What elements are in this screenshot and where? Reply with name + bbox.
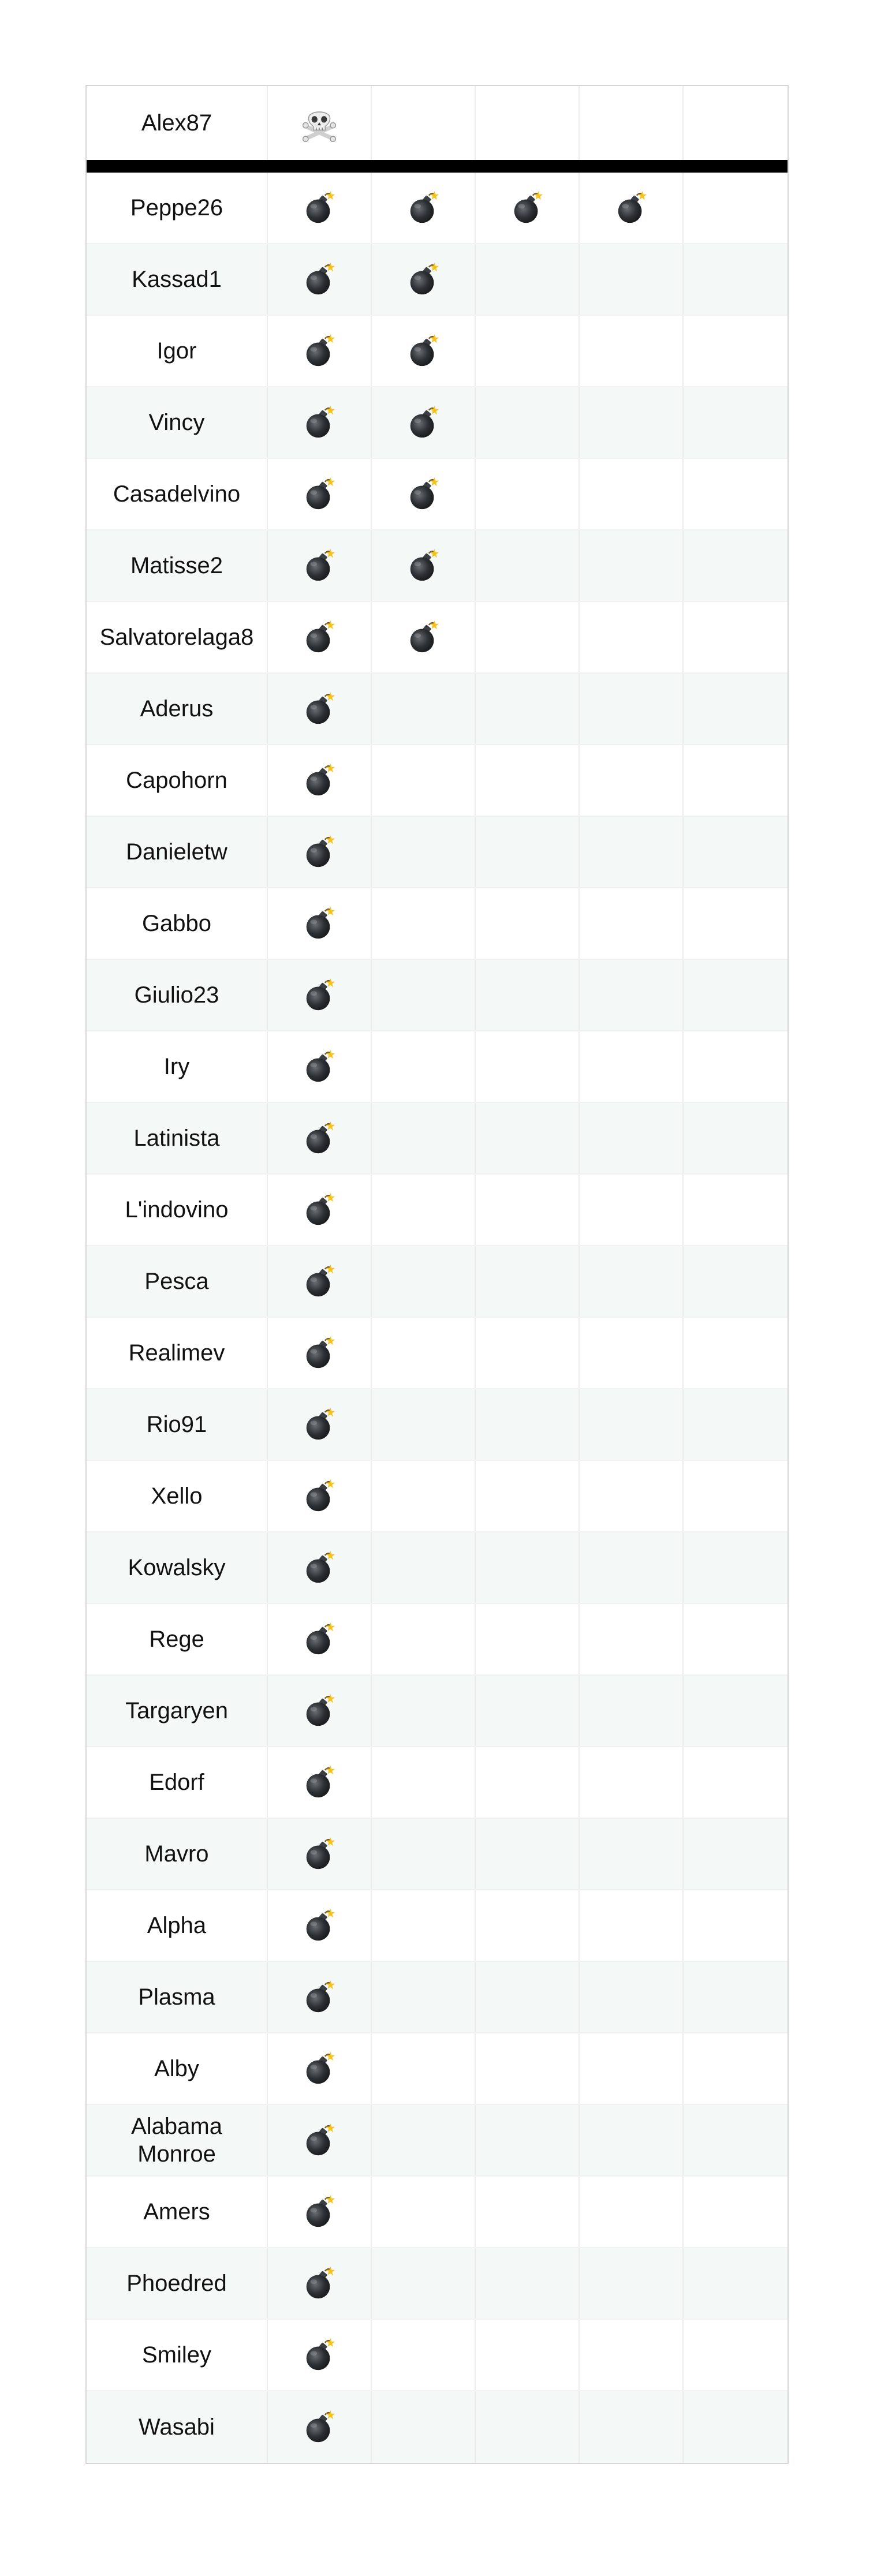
empty-cell bbox=[580, 1890, 684, 1961]
player-name: Alby bbox=[87, 2033, 268, 2104]
empty-cell bbox=[372, 1031, 476, 1102]
player-row bbox=[87, 888, 788, 960]
empty-cell bbox=[476, 1676, 580, 1746]
empty-cell bbox=[580, 602, 684, 672]
bomb-icon bbox=[301, 2194, 337, 2230]
empty-cell bbox=[684, 1604, 788, 1674]
bomb-icon bbox=[405, 405, 441, 440]
empty-cell bbox=[580, 459, 684, 529]
player-row bbox=[87, 1389, 788, 1461]
empty-cell bbox=[684, 960, 788, 1030]
bomb-icon bbox=[301, 1478, 337, 1514]
empty-cell bbox=[476, 2320, 580, 2390]
empty-cell bbox=[580, 1604, 684, 1674]
empty-cell bbox=[476, 2177, 580, 2247]
empty-cell bbox=[684, 1747, 788, 1818]
bomb-icon bbox=[301, 2337, 337, 2373]
player-name: Gabbo bbox=[87, 888, 268, 959]
player-name: Realimev bbox=[87, 1318, 268, 1388]
player-row bbox=[87, 1532, 788, 1604]
bomb-cell bbox=[268, 602, 372, 672]
bomb-icon bbox=[405, 619, 441, 655]
player-row bbox=[87, 2320, 788, 2391]
bomb-cell bbox=[268, 1747, 372, 1818]
bomb-cell bbox=[268, 387, 372, 458]
empty-cell bbox=[476, 1604, 580, 1674]
bomb-icon bbox=[301, 190, 337, 226]
empty-cell bbox=[476, 888, 580, 959]
empty-cell bbox=[476, 1890, 580, 1961]
empty-cell bbox=[684, 1389, 788, 1460]
empty-cell bbox=[684, 316, 788, 386]
player-name: Vincy bbox=[87, 387, 268, 458]
empty-cell bbox=[684, 2248, 788, 2319]
empty-cell bbox=[684, 2177, 788, 2247]
empty-cell bbox=[580, 1103, 684, 1173]
player-name: Rio91 bbox=[87, 1389, 268, 1460]
player-row bbox=[87, 745, 788, 817]
bomb-icon bbox=[405, 333, 441, 369]
empty-cell bbox=[684, 1246, 788, 1317]
bomb-cell bbox=[268, 244, 372, 315]
empty-cell bbox=[684, 1031, 788, 1102]
player-name: Salvatorelaga8 bbox=[87, 602, 268, 672]
empty-cell bbox=[372, 1890, 476, 1961]
bomb-cell bbox=[268, 2248, 372, 2319]
empty-cell bbox=[580, 960, 684, 1030]
empty-cell bbox=[580, 2320, 684, 2390]
player-name: Casadelvino bbox=[87, 459, 268, 529]
player-name: Amers bbox=[87, 2177, 268, 2247]
bomb-icon bbox=[301, 906, 337, 941]
empty-cell bbox=[372, 888, 476, 959]
empty-cell bbox=[580, 2105, 684, 2175]
empty-cell bbox=[580, 888, 684, 959]
player-row bbox=[87, 1890, 788, 1962]
bomb-icon bbox=[301, 1836, 337, 1872]
player-name: Latinista bbox=[87, 1103, 268, 1173]
empty-cell bbox=[476, 674, 580, 744]
player-row bbox=[87, 1962, 788, 2033]
bomb-icon bbox=[301, 1693, 337, 1729]
bomb-icon bbox=[405, 476, 441, 512]
empty-cell bbox=[580, 1175, 684, 1245]
empty-cell bbox=[476, 459, 580, 529]
player-name: Igor bbox=[87, 316, 268, 386]
bomb-icon bbox=[405, 190, 441, 226]
bomb-icon bbox=[301, 548, 337, 584]
player-row bbox=[87, 1246, 788, 1318]
empty-cell bbox=[476, 960, 580, 1030]
empty-cell bbox=[476, 1103, 580, 1173]
bomb-icon bbox=[301, 1263, 337, 1299]
empty-cell bbox=[476, 1389, 580, 1460]
bomb-cell bbox=[268, 173, 372, 243]
empty-cell bbox=[580, 2033, 684, 2104]
bomb-cell bbox=[268, 1175, 372, 1245]
bomb-cell bbox=[268, 888, 372, 959]
player-row bbox=[87, 2033, 788, 2105]
player-name: Plasma bbox=[87, 1962, 268, 2032]
empty-cell bbox=[580, 1031, 684, 1102]
empty-cell bbox=[476, 1461, 580, 1531]
bomb-cell bbox=[268, 960, 372, 1030]
bomb-cell bbox=[268, 2033, 372, 2104]
bomb-cell bbox=[268, 2320, 372, 2390]
empty-cell bbox=[476, 1318, 580, 1388]
bomb-icon bbox=[613, 190, 649, 226]
header-divider bbox=[87, 160, 788, 173]
bomb-icon bbox=[301, 834, 337, 870]
header-mark-cell bbox=[268, 86, 372, 160]
empty-cell bbox=[684, 1890, 788, 1961]
player-rows bbox=[87, 173, 788, 2463]
empty-cell bbox=[372, 817, 476, 887]
empty-cell bbox=[684, 244, 788, 315]
bomb-cell bbox=[268, 2391, 372, 2463]
empty-cell bbox=[684, 817, 788, 887]
player-row bbox=[87, 1819, 788, 1890]
empty-cell bbox=[684, 745, 788, 816]
empty-cell bbox=[684, 1819, 788, 1889]
bomb-cell bbox=[268, 1389, 372, 1460]
player-name: Capohorn bbox=[87, 745, 268, 816]
player-row bbox=[87, 2248, 788, 2320]
empty-cell bbox=[372, 2177, 476, 2247]
empty-cell bbox=[684, 2033, 788, 2104]
empty-cell bbox=[476, 1532, 580, 1603]
player-name: Kassad1 bbox=[87, 244, 268, 315]
empty-cell bbox=[684, 602, 788, 672]
empty-cell bbox=[684, 1103, 788, 1173]
bomb-icon bbox=[301, 1979, 337, 2015]
bomb-cell bbox=[268, 1031, 372, 1102]
bomb-icon bbox=[301, 333, 337, 369]
empty-cell bbox=[372, 2320, 476, 2390]
skull-crossbones-icon bbox=[300, 104, 338, 142]
bomb-icon bbox=[301, 977, 337, 1013]
bomb-cell bbox=[268, 459, 372, 529]
empty-cell bbox=[580, 1676, 684, 1746]
player-row bbox=[87, 1676, 788, 1747]
header-empty-cell bbox=[684, 86, 788, 160]
player-row bbox=[87, 244, 788, 316]
empty-cell bbox=[476, 1747, 580, 1818]
player-row bbox=[87, 173, 788, 244]
bomb-cell bbox=[372, 459, 476, 529]
bomb-cell bbox=[268, 2105, 372, 2175]
empty-cell bbox=[580, 674, 684, 744]
empty-cell bbox=[476, 1962, 580, 2032]
empty-cell bbox=[372, 1175, 476, 1245]
empty-cell bbox=[372, 2248, 476, 2319]
empty-cell bbox=[580, 745, 684, 816]
header-empty-cell bbox=[476, 86, 580, 160]
player-row bbox=[87, 1031, 788, 1103]
bomb-icon bbox=[301, 691, 337, 727]
empty-cell bbox=[684, 173, 788, 243]
empty-cell bbox=[684, 1532, 788, 1603]
empty-cell bbox=[476, 1031, 580, 1102]
bomb-icon bbox=[301, 762, 337, 798]
player-name: Kowalsky bbox=[87, 1532, 268, 1603]
empty-cell bbox=[580, 1819, 684, 1889]
empty-cell bbox=[580, 1246, 684, 1317]
empty-cell bbox=[476, 602, 580, 672]
empty-cell bbox=[476, 745, 580, 816]
bomb-cell bbox=[372, 387, 476, 458]
empty-cell bbox=[372, 1318, 476, 1388]
bomb-icon bbox=[405, 548, 441, 584]
empty-cell bbox=[580, 2391, 684, 2463]
empty-cell bbox=[684, 674, 788, 744]
bomb-cell bbox=[268, 817, 372, 887]
bomb-cell bbox=[268, 1962, 372, 2032]
empty-cell bbox=[476, 2105, 580, 2175]
bomb-icon bbox=[301, 1550, 337, 1586]
bomb-icon bbox=[301, 619, 337, 655]
bomb-icon bbox=[301, 1407, 337, 1442]
player-row bbox=[87, 530, 788, 602]
empty-cell bbox=[372, 745, 476, 816]
bomb-cell bbox=[268, 674, 372, 744]
empty-cell bbox=[476, 817, 580, 887]
empty-cell bbox=[372, 1604, 476, 1674]
player-row bbox=[87, 1318, 788, 1389]
bomb-cell bbox=[268, 1246, 372, 1317]
empty-cell bbox=[476, 2033, 580, 2104]
scoreboard-table bbox=[85, 85, 789, 2464]
empty-cell bbox=[476, 1819, 580, 1889]
empty-cell bbox=[476, 387, 580, 458]
empty-cell bbox=[372, 960, 476, 1030]
empty-cell bbox=[580, 1532, 684, 1603]
bomb-cell bbox=[476, 173, 580, 243]
player-row bbox=[87, 2177, 788, 2248]
empty-cell bbox=[684, 387, 788, 458]
empty-cell bbox=[580, 1747, 684, 1818]
empty-cell bbox=[684, 530, 788, 601]
player-name: Aderus bbox=[87, 674, 268, 744]
header-player-name: Alex87 bbox=[87, 86, 268, 160]
empty-cell bbox=[580, 316, 684, 386]
bomb-icon bbox=[301, 1335, 337, 1371]
empty-cell bbox=[372, 1103, 476, 1173]
player-name: Rege bbox=[87, 1604, 268, 1674]
bomb-icon bbox=[301, 1049, 337, 1085]
empty-cell bbox=[372, 2033, 476, 2104]
empty-cell bbox=[580, 1962, 684, 2032]
empty-cell bbox=[684, 1461, 788, 1531]
bomb-icon bbox=[301, 261, 337, 297]
player-name: Giulio23 bbox=[87, 960, 268, 1030]
player-row bbox=[87, 1461, 788, 1532]
empty-cell bbox=[684, 888, 788, 959]
player-row bbox=[87, 2391, 788, 2463]
player-row bbox=[87, 1747, 788, 1819]
player-name: Alabama Monroe bbox=[87, 2105, 268, 2175]
bomb-cell bbox=[268, 1676, 372, 1746]
bomb-cell bbox=[372, 173, 476, 243]
bomb-icon bbox=[301, 1621, 337, 1657]
bomb-cell bbox=[268, 1819, 372, 1889]
bomb-cell bbox=[268, 1318, 372, 1388]
player-name: Alpha bbox=[87, 1890, 268, 1961]
bomb-icon bbox=[301, 1764, 337, 1800]
empty-cell bbox=[684, 2391, 788, 2463]
empty-cell bbox=[580, 244, 684, 315]
player-name: Mavro bbox=[87, 1819, 268, 1889]
player-row bbox=[87, 387, 788, 459]
empty-cell bbox=[476, 1246, 580, 1317]
empty-cell bbox=[580, 2177, 684, 2247]
player-name: Smiley bbox=[87, 2320, 268, 2390]
bomb-cell bbox=[268, 530, 372, 601]
player-name: Danieletw bbox=[87, 817, 268, 887]
bomb-cell bbox=[372, 316, 476, 386]
empty-cell bbox=[580, 1318, 684, 1388]
empty-cell bbox=[476, 530, 580, 601]
empty-cell bbox=[476, 2391, 580, 2463]
player-name: Targaryen bbox=[87, 1676, 268, 1746]
player-name: Phoedred bbox=[87, 2248, 268, 2319]
bomb-cell bbox=[372, 244, 476, 315]
player-name: Pesca bbox=[87, 1246, 268, 1317]
bomb-cell bbox=[268, 1532, 372, 1603]
player-name: Matisse2 bbox=[87, 530, 268, 601]
empty-cell bbox=[580, 2248, 684, 2319]
bomb-cell bbox=[268, 1461, 372, 1531]
empty-cell bbox=[580, 387, 684, 458]
empty-cell bbox=[372, 1532, 476, 1603]
empty-cell bbox=[372, 1747, 476, 1818]
bomb-icon bbox=[509, 190, 545, 226]
empty-cell bbox=[580, 817, 684, 887]
bomb-icon bbox=[301, 2409, 337, 2445]
bomb-icon bbox=[405, 261, 441, 297]
header-row bbox=[87, 86, 788, 160]
empty-cell bbox=[684, 1676, 788, 1746]
player-name: Xello bbox=[87, 1461, 268, 1531]
bomb-icon bbox=[301, 2122, 337, 2158]
player-row bbox=[87, 1103, 788, 1175]
player-row bbox=[87, 602, 788, 674]
bomb-icon bbox=[301, 1192, 337, 1228]
bomb-icon bbox=[301, 2265, 337, 2301]
empty-cell bbox=[684, 1318, 788, 1388]
bomb-cell bbox=[268, 2177, 372, 2247]
empty-cell bbox=[476, 244, 580, 315]
empty-cell bbox=[580, 1461, 684, 1531]
header-empty-cell bbox=[372, 86, 476, 160]
player-row bbox=[87, 2105, 788, 2177]
player-name: Iry bbox=[87, 1031, 268, 1102]
empty-cell bbox=[372, 1676, 476, 1746]
player-name: Wasabi bbox=[87, 2391, 268, 2463]
player-row bbox=[87, 316, 788, 387]
bomb-cell bbox=[268, 1890, 372, 1961]
bomb-cell bbox=[372, 530, 476, 601]
player-row bbox=[87, 1175, 788, 1246]
empty-cell bbox=[372, 2391, 476, 2463]
player-row bbox=[87, 674, 788, 745]
player-row bbox=[87, 817, 788, 888]
empty-cell bbox=[580, 1389, 684, 1460]
empty-cell bbox=[372, 1962, 476, 2032]
empty-cell bbox=[684, 1962, 788, 2032]
empty-cell bbox=[372, 1389, 476, 1460]
player-row bbox=[87, 960, 788, 1031]
bomb-icon bbox=[301, 1908, 337, 1943]
bomb-cell bbox=[268, 1103, 372, 1173]
player-name: Edorf bbox=[87, 1747, 268, 1818]
empty-cell bbox=[372, 1246, 476, 1317]
empty-cell bbox=[684, 2320, 788, 2390]
empty-cell bbox=[684, 2105, 788, 2175]
empty-cell bbox=[476, 2248, 580, 2319]
bomb-cell bbox=[268, 745, 372, 816]
header-empty-cell bbox=[580, 86, 684, 160]
bomb-cell bbox=[372, 602, 476, 672]
empty-cell bbox=[684, 459, 788, 529]
bomb-icon bbox=[301, 1120, 337, 1156]
empty-cell bbox=[580, 530, 684, 601]
empty-cell bbox=[684, 1175, 788, 1245]
bomb-icon bbox=[301, 476, 337, 512]
player-row bbox=[87, 1604, 788, 1676]
bomb-icon bbox=[301, 2051, 337, 2087]
bomb-cell bbox=[580, 173, 684, 243]
empty-cell bbox=[476, 316, 580, 386]
player-name: L'indovino bbox=[87, 1175, 268, 1245]
bomb-cell bbox=[268, 316, 372, 386]
empty-cell bbox=[372, 2105, 476, 2175]
bomb-icon bbox=[301, 405, 337, 440]
empty-cell bbox=[372, 1461, 476, 1531]
empty-cell bbox=[476, 1175, 580, 1245]
player-name: Peppe26 bbox=[87, 173, 268, 243]
empty-cell bbox=[372, 674, 476, 744]
bomb-cell bbox=[268, 1604, 372, 1674]
player-row bbox=[87, 459, 788, 530]
empty-cell bbox=[372, 1819, 476, 1889]
